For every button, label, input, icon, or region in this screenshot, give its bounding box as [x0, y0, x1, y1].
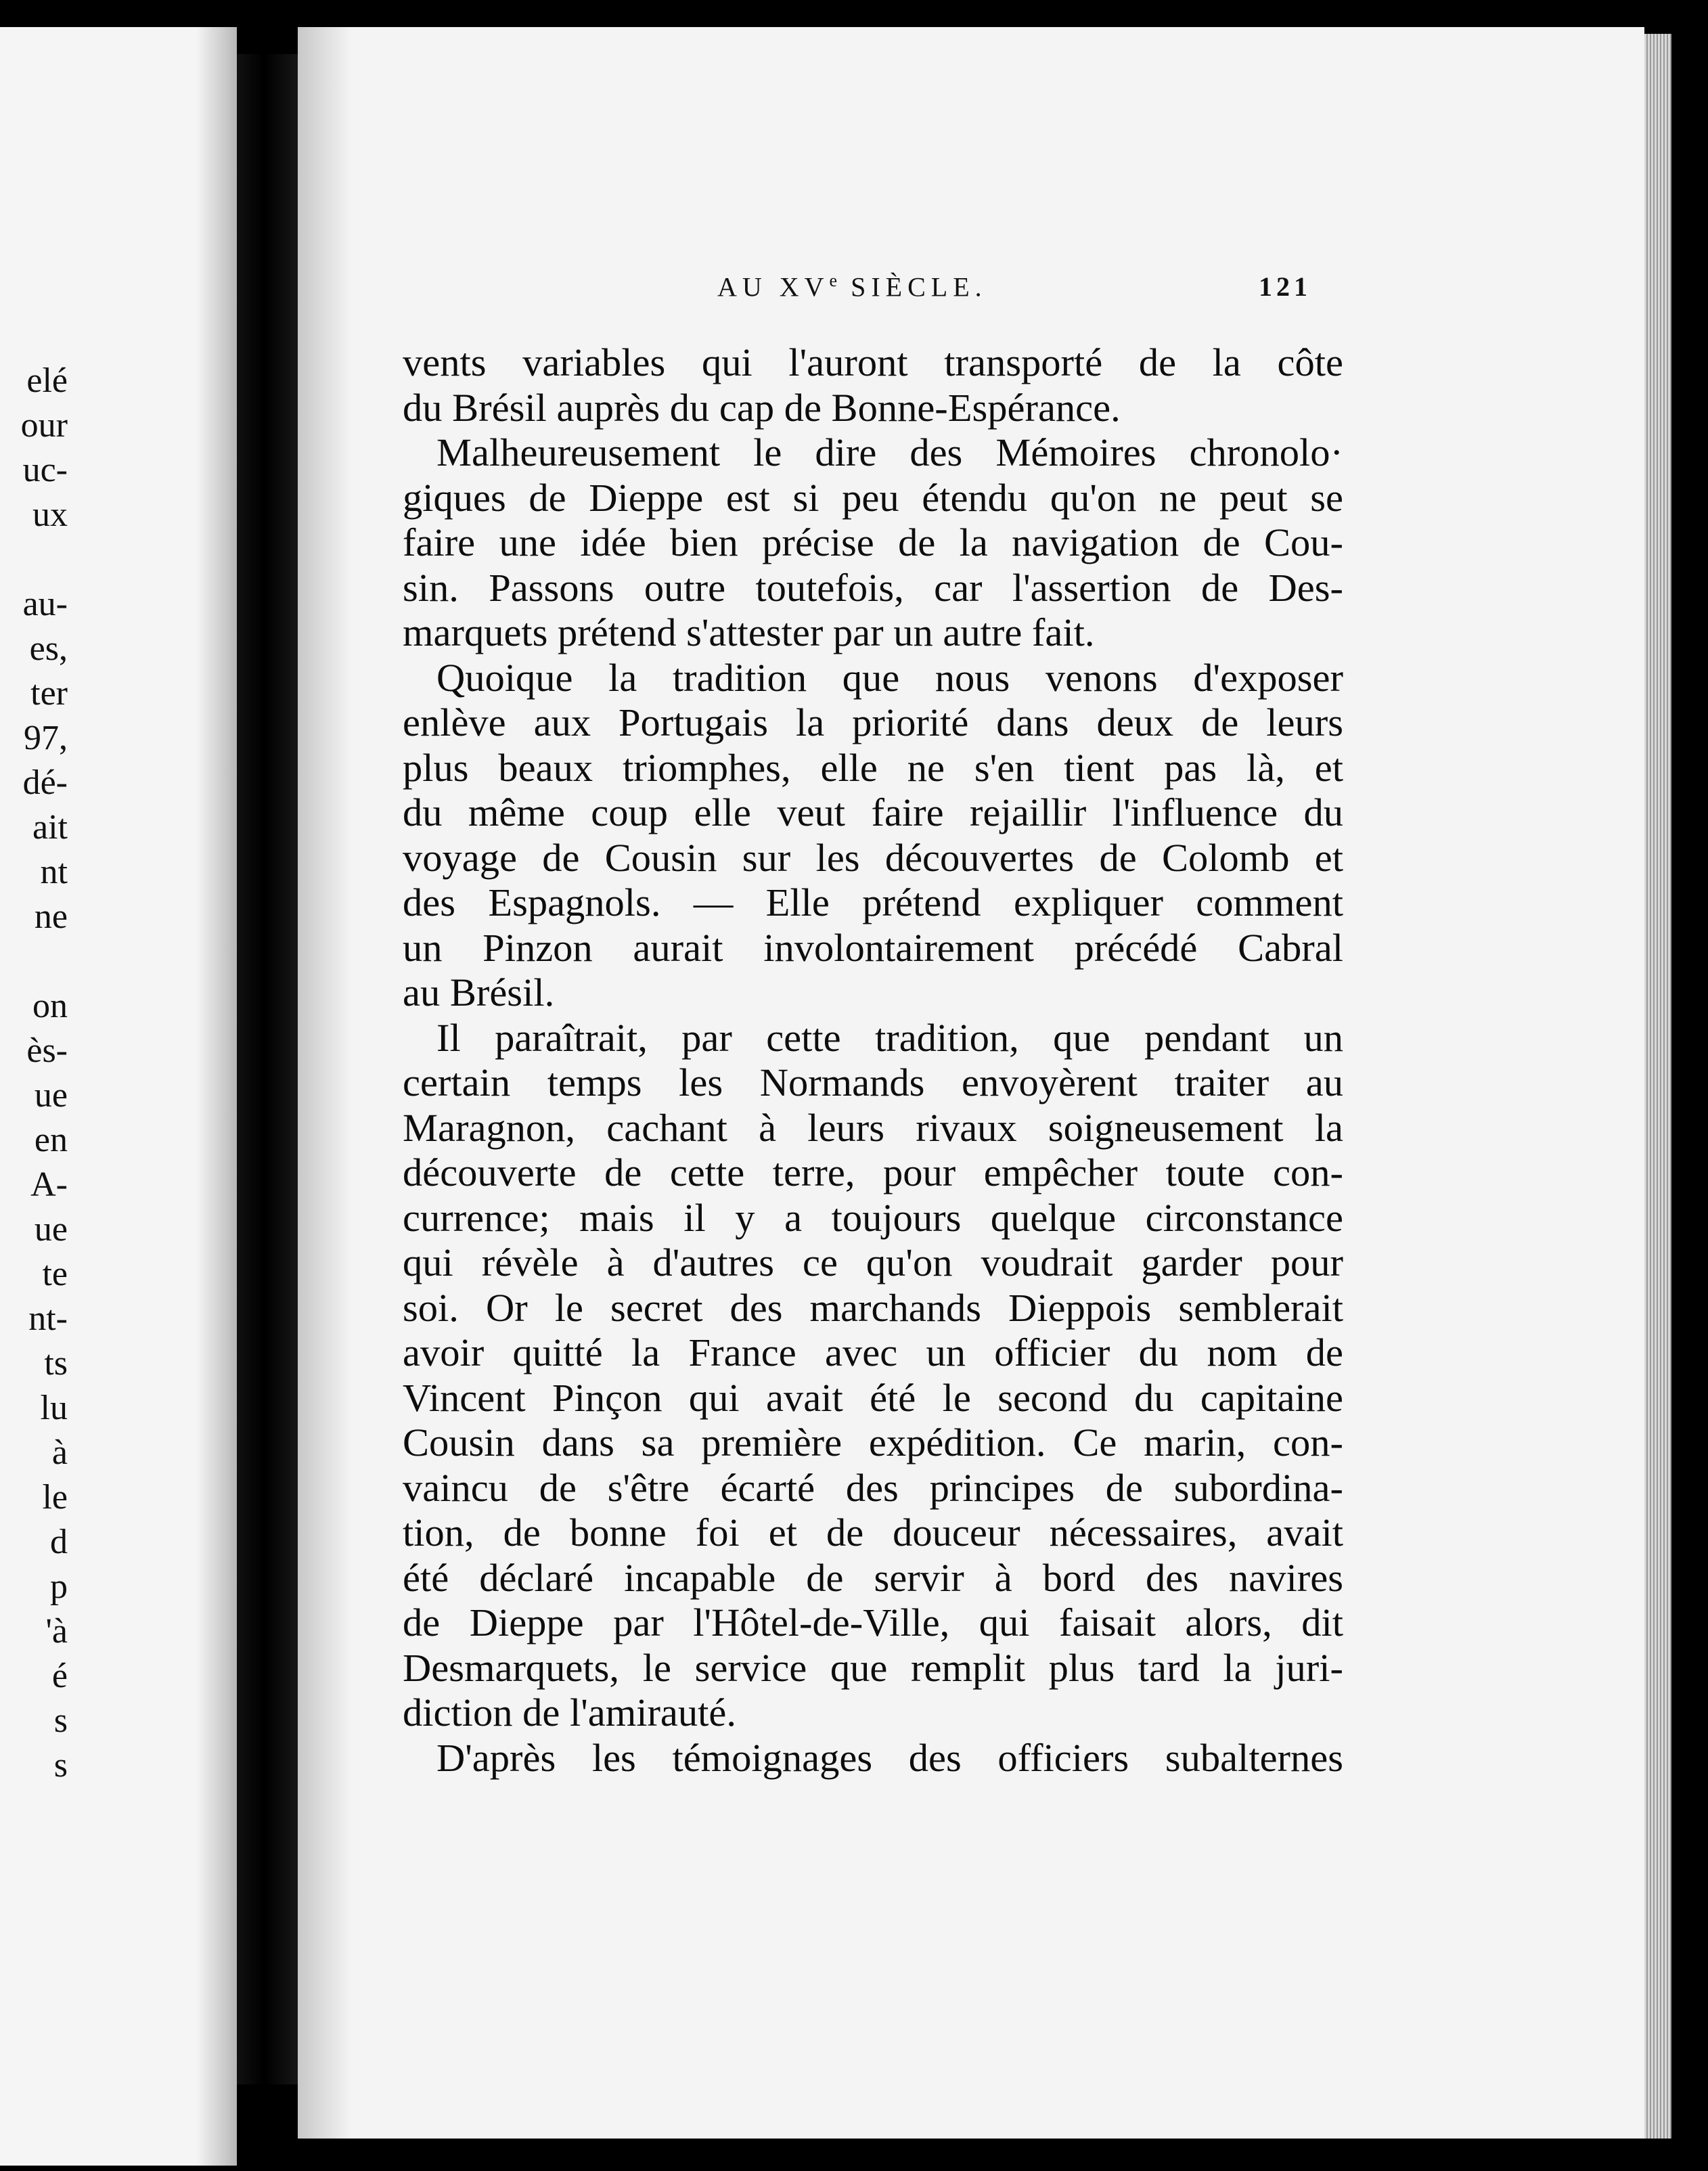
body-text: [403, 340, 1343, 1781]
previous-page-fragment: dé-: [22, 763, 68, 802]
previous-page-fragment: on: [32, 987, 68, 1025]
text-line: des Espagnols. — Elle prétend expliquer comment: [403, 880, 1343, 924]
text-line: découverte de cette terre, pour empêcher toute con-: [403, 1150, 1343, 1194]
text-line: voyage de Cousin sur les découvertes de Colomb et: [403, 835, 1343, 880]
text-line: plus beaux triomphes, elle ne s'en tient pas là, et: [403, 745, 1343, 790]
book-gutter: [237, 54, 305, 2084]
previous-page-fragment: d: [50, 1523, 68, 1561]
previous-page-fragment: 'à: [45, 1612, 68, 1651]
text-line: été déclaré incapable de servir à bord des navires: [403, 1555, 1343, 1600]
previous-page: [0, 27, 237, 2166]
previous-page-fragment: nt: [40, 853, 68, 891]
text-line: du Brésil auprès du cap de Bonne-Espérance.: [403, 385, 1121, 430]
previous-page-fragment: ne: [34, 897, 68, 936]
previous-page-fragment: es,: [29, 629, 68, 668]
text-line: Il paraîtrait, par cette tradition, que pendant un: [436, 1015, 1343, 1060]
text-line: soi. Or le secret des marchands Dieppois semblerait: [403, 1285, 1343, 1330]
previous-page-fragment: te: [42, 1255, 68, 1293]
previous-page-fragment: ait: [32, 808, 68, 847]
page-edges-shadow: [1671, 41, 1708, 2139]
text-line: enlève aux Portugais la priorité dans deux de leurs: [403, 700, 1343, 744]
previous-page-fragment: ès-: [26, 1031, 68, 1070]
text-line: currence; mais il y a toujours quelque circonstance: [403, 1195, 1343, 1240]
page-number: 121: [1259, 271, 1311, 302]
previous-page-fragment: à: [51, 1433, 68, 1472]
page-edges: [1644, 34, 1671, 2139]
previous-page-fragment: lu: [40, 1389, 68, 1427]
text-line: vaincu de s'être écarté des principes de subordina-: [403, 1465, 1343, 1510]
running-header: [717, 271, 1340, 311]
text-line: Quoique la tradition que nous venons d'exposer: [436, 655, 1343, 700]
previous-page-fragment: en: [34, 1121, 68, 1159]
text-line: diction de l'amirauté.: [403, 1691, 736, 1734]
text-line: du même coup elle veut faire rejaillir l'influence du: [403, 790, 1343, 834]
previous-page-fragment: uc-: [22, 451, 68, 489]
text-line: tion, de bonne foi et de douceur nécessaires, avait: [403, 1510, 1343, 1554]
text-line: Malheureusement le dire des Mémoires chronolo·: [436, 430, 1343, 474]
page-shadow: [196, 27, 237, 2166]
text-line: de Dieppe par l'Hôtel-de-Ville, qui faisait alors, dit: [403, 1601, 1343, 1644]
previous-page-text-fragments: [0, 359, 68, 1788]
text-line: certain temps les Normands envoyèrent traiter au: [403, 1060, 1343, 1104]
previous-page-fragment: ue: [34, 1076, 68, 1115]
text-line: vents variables qui l'auront transporté de la côte: [403, 340, 1343, 384]
text-line: qui révèle à d'autres ce qu'on voudrait garder pour: [403, 1240, 1343, 1284]
previous-page-fragment: ue: [34, 1210, 68, 1249]
previous-page-fragment: our: [20, 406, 68, 445]
previous-page-fragment: A-: [30, 1165, 68, 1204]
running-title-suffix: SIÈCLE.: [838, 271, 987, 303]
previous-page-fragment: au-: [22, 585, 68, 623]
text-line: Desmarquets, le service que remplit plus tard la juri-: [403, 1645, 1343, 1690]
page-shadow: [298, 27, 352, 2139]
text-line: Maragnon, cachant à leurs rivaux soigneusement la: [403, 1105, 1343, 1150]
text-line: marquets prétend s'attester par un autre fait.: [403, 610, 1095, 654]
previous-page-fragment: 97,: [24, 719, 68, 757]
text-line: avoir quitté la France avec un officier du nom de: [403, 1330, 1343, 1374]
text-line: faire une idée bien précise de la navigation de Cou-: [403, 520, 1343, 564]
text-line: sin. Passons outre toutefois, car l'assertion de Des-: [403, 565, 1343, 610]
text-line: D'après les témoignages des officiers subalternes: [436, 1735, 1343, 1780]
previous-page-fragment: ter: [30, 674, 68, 713]
text-line: un Pinzon aurait involontairement précédé Cabral: [403, 925, 1343, 970]
previous-page-fragment: s: [53, 1701, 68, 1740]
previous-page-fragment: é: [51, 1657, 68, 1695]
text-line: giques de Dieppe est si peu étendu qu'on ne peut se: [403, 475, 1343, 520]
running-title-superscript: e: [829, 271, 839, 290]
previous-page-fragment: ux: [32, 495, 68, 534]
previous-page-fragment: elé: [26, 361, 68, 400]
previous-page-fragment: le: [42, 1478, 68, 1517]
previous-page-fragment: p: [50, 1567, 68, 1606]
previous-page-fragment: ts: [44, 1344, 68, 1383]
text-line: au Brésil.: [403, 970, 555, 1014]
previous-page-fragment: [0, 537, 68, 582]
text-line: Vincent Pinçon qui avait été le second du capitaine: [403, 1375, 1343, 1420]
running-title: [717, 271, 987, 303]
previous-page-fragment: [0, 939, 68, 984]
running-title-prefix: AU XV: [717, 271, 830, 303]
text-line: Cousin dans sa première expédition. Ce marin, con-: [403, 1420, 1343, 1464]
previous-page-fragment: s: [53, 1746, 68, 1785]
previous-page-fragment: nt-: [28, 1299, 68, 1338]
